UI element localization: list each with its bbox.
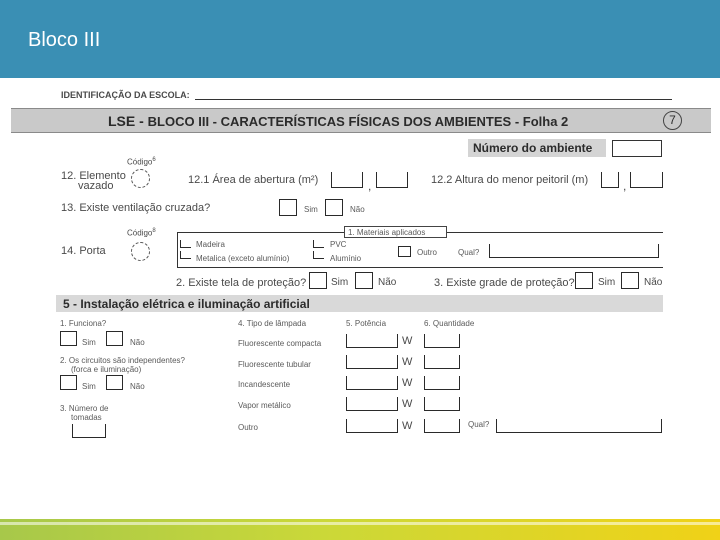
- funciona-nao-checkbox[interactable]: [106, 331, 123, 346]
- tomadas-field[interactable]: [72, 424, 106, 438]
- elemento-vazado-code-icon[interactable]: [131, 169, 150, 188]
- numero-ambiente-label: Número do ambiente: [473, 141, 593, 155]
- area-abertura-dec-field[interactable]: [376, 172, 408, 188]
- funciona-sim-checkbox[interactable]: [60, 331, 77, 346]
- metalica-label: Metalica (exceto alumínio): [196, 254, 290, 263]
- funciona-sim-label: Sim: [82, 338, 96, 347]
- tela-sim-checkbox[interactable]: [309, 272, 327, 289]
- codigo-8-label: Código$^8$: [127, 228, 156, 238]
- area-abertura-label: 12.1 Área de abertura (m²): [188, 174, 319, 186]
- ventilacao-nao-label: Não: [350, 205, 365, 214]
- q5-label: 5. Potência: [346, 319, 387, 328]
- grade-protecao-label: 3. Existe grade de proteção?: [434, 277, 575, 289]
- item13-label: 13. Existe ventilação cruzada?: [61, 202, 211, 214]
- q3-sub-label: tomadas: [71, 413, 102, 422]
- area-abertura-int-field[interactable]: [331, 172, 363, 188]
- lamp-type-label: Fluorescente compacta: [238, 339, 322, 348]
- lamp-qual-field[interactable]: [496, 419, 662, 433]
- materiais-frame-top-right: [447, 232, 663, 233]
- porta-qual-field[interactable]: [489, 244, 659, 258]
- grade-nao-checkbox[interactable]: [621, 272, 639, 289]
- tela-nao-label: Não: [378, 277, 397, 288]
- footer-stripe: [0, 522, 720, 525]
- sheet-number-badge: 7: [663, 111, 682, 130]
- item14-label: 14. Porta: [61, 245, 106, 257]
- tela-sim-label: Sim: [331, 277, 349, 288]
- altura-peitoril-dec-field[interactable]: [630, 172, 663, 188]
- quantidade-field[interactable]: [424, 355, 460, 369]
- porta-code-icon[interactable]: [131, 242, 150, 261]
- lamp-type-label: Incandescente: [238, 380, 291, 389]
- funciona-nao-label: Não: [130, 338, 145, 347]
- pvc-label: PVC: [330, 240, 347, 249]
- potencia-field[interactable]: [346, 419, 398, 433]
- item12-label: 12. Elemento: [61, 170, 126, 182]
- altura-comma: ,: [623, 179, 627, 193]
- lamp-qual-label: Qual?: [468, 420, 490, 429]
- slide-title: Bloco III: [28, 29, 101, 51]
- q6-label: 6. Quantidade: [424, 319, 475, 328]
- lamp-type-label: Fluorescente tubular: [238, 360, 311, 369]
- altura-peitoril-int-field[interactable]: [601, 172, 619, 188]
- materiais-label: 1. Materiais aplicados: [348, 228, 426, 237]
- watt-unit: W: [402, 398, 413, 410]
- q2-sub-label: (forca e iluminação): [71, 365, 142, 374]
- potencia-field[interactable]: [346, 355, 398, 369]
- numero-ambiente-field[interactable]: [612, 140, 662, 157]
- tela-protecao-label: 2. Existe tela de proteção?: [176, 277, 307, 289]
- circuitos-nao-checkbox[interactable]: [106, 375, 123, 390]
- porta-outro-checkbox[interactable]: [398, 246, 411, 257]
- circuitos-sim-checkbox[interactable]: [60, 375, 77, 390]
- grade-nao-label: Não: [644, 277, 663, 288]
- pvc-checkbox[interactable]: [313, 240, 324, 248]
- circuitos-nao-label: Não: [130, 382, 145, 391]
- potencia-field[interactable]: [346, 376, 398, 390]
- potencia-field[interactable]: [346, 334, 398, 348]
- q1-label: 1. Funciona?: [60, 319, 107, 328]
- area-comma: ,: [368, 179, 372, 193]
- tela-nao-checkbox[interactable]: [355, 272, 373, 289]
- watt-unit: W: [402, 356, 413, 368]
- grade-sim-label: Sim: [598, 277, 616, 288]
- metalica-checkbox[interactable]: [180, 251, 191, 259]
- quantidade-field[interactable]: [424, 419, 460, 433]
- watt-unit: W: [402, 335, 413, 347]
- aluminio-checkbox[interactable]: [313, 251, 324, 259]
- ventilacao-sim-label: Sim: [304, 205, 318, 214]
- aluminio-label: Alumínio: [330, 254, 362, 263]
- school-id-label: IDENTIFICAÇÃO DA ESCOLA:: [61, 90, 190, 100]
- q2-label: 2. Os circuitos são independentes?: [60, 356, 185, 365]
- header-title-text: BLOCO III - CARACTERÍSTICAS FÍSICAS DOS AMBIENTES - Folha 2: [147, 114, 569, 129]
- circuitos-sim-label: Sim: [82, 382, 96, 391]
- watt-unit: W: [402, 420, 413, 432]
- section5-title: 5 - Instalação elétrica e iluminação artificial: [63, 297, 310, 311]
- lamp-type-label: Vapor metálico: [238, 401, 291, 410]
- porta-qual-label: Qual?: [458, 248, 480, 257]
- materiais-frame-left: [177, 232, 178, 268]
- quantidade-field[interactable]: [424, 334, 460, 348]
- materiais-frame-bottom: [177, 267, 663, 268]
- codigo-6-label: Código$^6$: [127, 157, 156, 167]
- q4-label: 4. Tipo de lâmpada: [238, 319, 307, 328]
- potencia-field[interactable]: [346, 397, 398, 411]
- q3-label: 3. Número de: [60, 404, 109, 413]
- grade-sim-checkbox[interactable]: [575, 272, 593, 289]
- madeira-checkbox[interactable]: [180, 240, 191, 248]
- materiais-frame-top: [177, 232, 344, 233]
- altura-peitoril-label: 12.2 Altura do menor peitoril (m): [431, 174, 589, 186]
- quantidade-field[interactable]: [424, 376, 460, 390]
- madeira-label: Madeira: [196, 240, 225, 249]
- quantidade-field[interactable]: [424, 397, 460, 411]
- watt-unit: W: [402, 377, 413, 389]
- item12-label-2: vazado: [78, 180, 114, 192]
- form-header-title: [108, 113, 568, 129]
- porta-outro-label: Outro: [417, 248, 438, 257]
- ventilacao-sim-checkbox[interactable]: [279, 199, 297, 216]
- ventilacao-nao-checkbox[interactable]: [325, 199, 343, 216]
- header-prefix: LSE -: [108, 113, 148, 129]
- lamp-type-label: Outro: [238, 423, 259, 432]
- header-band: [0, 0, 720, 78]
- school-id-line[interactable]: [195, 99, 672, 100]
